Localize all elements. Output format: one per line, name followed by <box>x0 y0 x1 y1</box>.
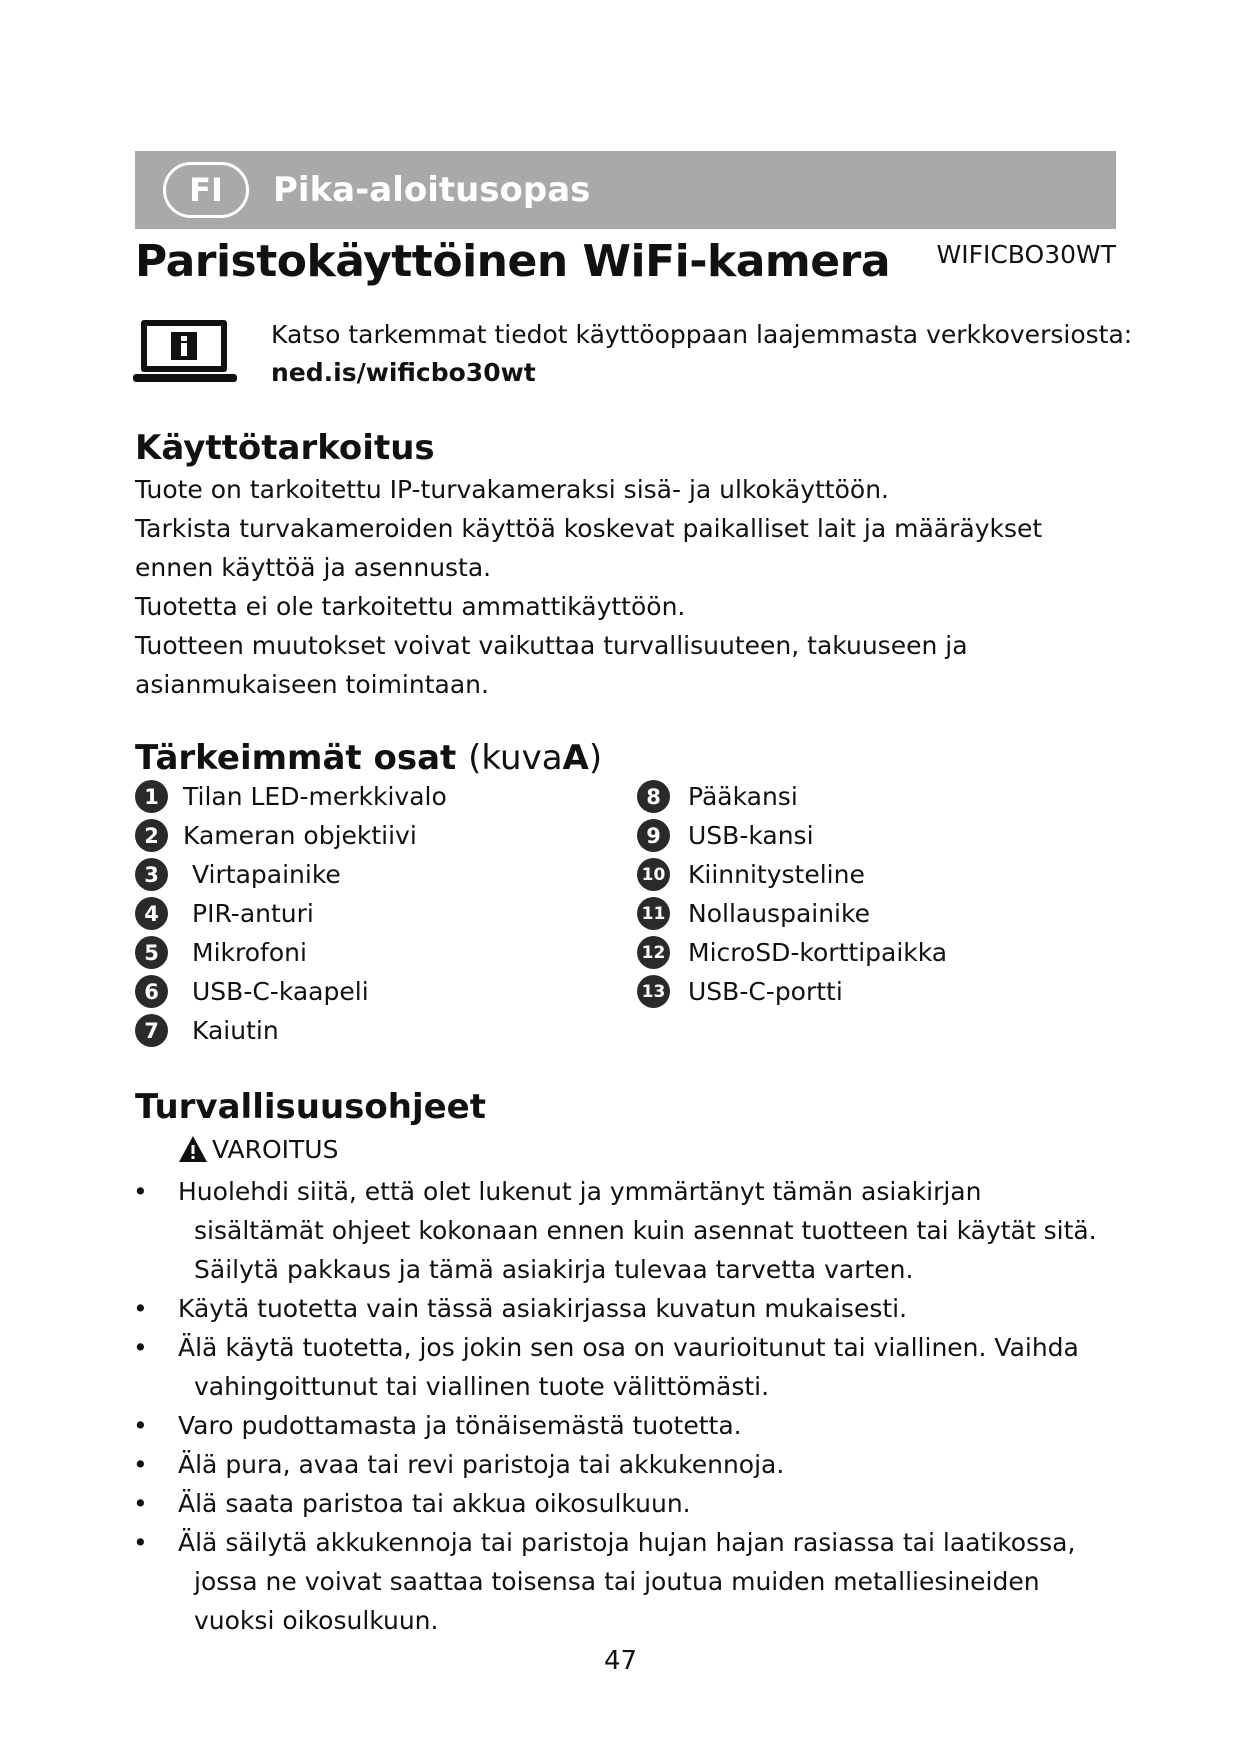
bullet-text: • Älä saata paristoa tai akkua oikosulkuun. <box>178 1489 691 1518</box>
list-item <box>133 1328 1113 1406</box>
main-parts-heading-close: ) <box>588 738 603 778</box>
warning-label: VAROITUS <box>212 1134 339 1164</box>
info-text <box>271 316 1132 392</box>
part-number: 1 <box>135 780 168 813</box>
part-item <box>135 777 447 816</box>
part-number: 12 <box>637 936 670 969</box>
list-item <box>133 1445 1113 1484</box>
list-item <box>133 1406 1113 1445</box>
part-label: Virtapainike <box>192 860 341 889</box>
parts-list-left <box>135 777 447 1050</box>
part-item <box>135 894 447 933</box>
page-title: Paristokäyttöinen WiFi-kamera <box>135 236 891 287</box>
warning-line <box>178 1134 338 1164</box>
part-item <box>637 894 947 933</box>
list-item <box>133 1523 1113 1640</box>
part-label: Nollauspainike <box>688 899 870 928</box>
bullet-text: • Käytä tuotetta vain tässä asiakirjassa kuvatun mukaisesti. <box>178 1294 908 1323</box>
part-label: USB-kansi <box>688 821 814 850</box>
part-item <box>637 777 947 816</box>
list-item <box>133 1484 1113 1523</box>
part-number: 5 <box>135 936 168 969</box>
part-number: 3 <box>135 858 168 891</box>
part-label: Kiinnitysteline <box>688 860 865 889</box>
intended-use-line: Tarkista turvakameroiden käyttöä koskevat paikalliset lait ja määräykset ennen käyttöä ja asennusta. <box>135 514 1043 582</box>
main-parts-heading-bold: Tärkeimmät osat <box>135 738 457 778</box>
parts-list-right <box>637 777 947 1011</box>
bullet-text: • Älä säilytä akkukennoja tai paristoja hujan hajan rasiassa tai laatikossa, jossa ne voivat saattaa toisensa tai joutua muiden metalliesineiden vuoksi oikosulkuun. <box>178 1528 1076 1635</box>
model-number: WIFICBO30WT <box>936 240 1116 269</box>
part-number: 4 <box>135 897 168 930</box>
part-number: 2 <box>135 819 168 852</box>
banner-title: Pika-aloitusopas <box>273 170 591 210</box>
part-label: Tilan LED-merkkivalo <box>183 782 447 811</box>
part-label: Kaiutin <box>192 1016 279 1045</box>
intended-use-line: Tuotetta ei ole tarkoitettu ammattikäyttöön. <box>135 592 686 621</box>
intended-use-text <box>135 470 1105 704</box>
part-item <box>135 816 447 855</box>
intended-use-line: Tuotteen muutokset voivat vaikuttaa turvallisuuteen, takuuseen ja asianmukaiseen toimintaan. <box>135 631 968 699</box>
bullet-text: • Varo pudottamasta ja tönäisemästä tuotetta. <box>178 1411 742 1440</box>
part-label: Kameran objektiivi <box>183 821 417 850</box>
quick-start-banner <box>135 151 1116 229</box>
part-label: PIR-anturi <box>192 899 314 928</box>
list-item <box>133 1172 1113 1289</box>
part-number: 9 <box>637 819 670 852</box>
part-label: MicroSD-korttipaikka <box>688 938 948 967</box>
manual-link[interactable]: ned.is/wificbo30wt <box>271 358 536 387</box>
bullet-text: • Huolehdi siitä, että olet lukenut ja ymmärtänyt tämän asiakirjan sisältämät ohjeet kokonaan ennen kuin asennat tuotteen tai käytät sitä. Säilytä pakkaus ja tämä asiakirja tulevaa tarvetta varten. <box>178 1177 1097 1284</box>
part-number: 6 <box>135 975 168 1008</box>
safety-instructions-list <box>133 1172 1113 1640</box>
bullet-text: • Älä käytä tuotetta, jos jokin sen osa on vaurioitunut tai viallinen. Vaihda vahingoittunut tai viallinen tuote välittömästi. <box>178 1333 1079 1401</box>
warning-triangle-icon <box>178 1134 208 1164</box>
intended-use-heading: Käyttötarkoitus <box>135 428 435 468</box>
part-item <box>135 933 447 972</box>
part-item <box>637 855 947 894</box>
part-item <box>135 972 447 1011</box>
part-number: 13 <box>637 975 670 1008</box>
intended-use-line: Tuote on tarkoitettu IP-turvakameraksi sisä- ja ulkokäyttöön. <box>135 475 889 504</box>
part-item <box>135 855 447 894</box>
list-item <box>133 1289 1113 1328</box>
page-number: 47 <box>603 1646 638 1676</box>
part-item <box>637 933 947 972</box>
part-item <box>637 816 947 855</box>
main-parts-heading-ref: (kuva <box>468 738 563 778</box>
part-number: 7 <box>135 1014 168 1047</box>
language-badge: FI <box>163 162 249 218</box>
part-number: 11 <box>637 897 670 930</box>
part-label: USB-C-kaapeli <box>192 977 369 1006</box>
part-number: 8 <box>637 780 670 813</box>
main-parts-heading <box>135 738 602 778</box>
part-number: 10 <box>637 858 670 891</box>
part-label: USB-C-portti <box>688 977 843 1006</box>
part-item <box>637 972 947 1011</box>
safety-heading: Turvallisuusohjeet <box>135 1087 486 1127</box>
laptop-info-icon <box>133 318 237 386</box>
part-label: Pääkansi <box>688 782 798 811</box>
part-label: Mikrofoni <box>192 938 307 967</box>
info-description: Katso tarkemmat tiedot käyttöoppaan laajemmasta verkkoversiosta: <box>271 320 1133 349</box>
figure-label: A <box>562 738 589 778</box>
part-item <box>135 1011 447 1050</box>
bullet-text: • Älä pura, avaa tai revi paristoja tai akkukennoja. <box>178 1450 785 1479</box>
